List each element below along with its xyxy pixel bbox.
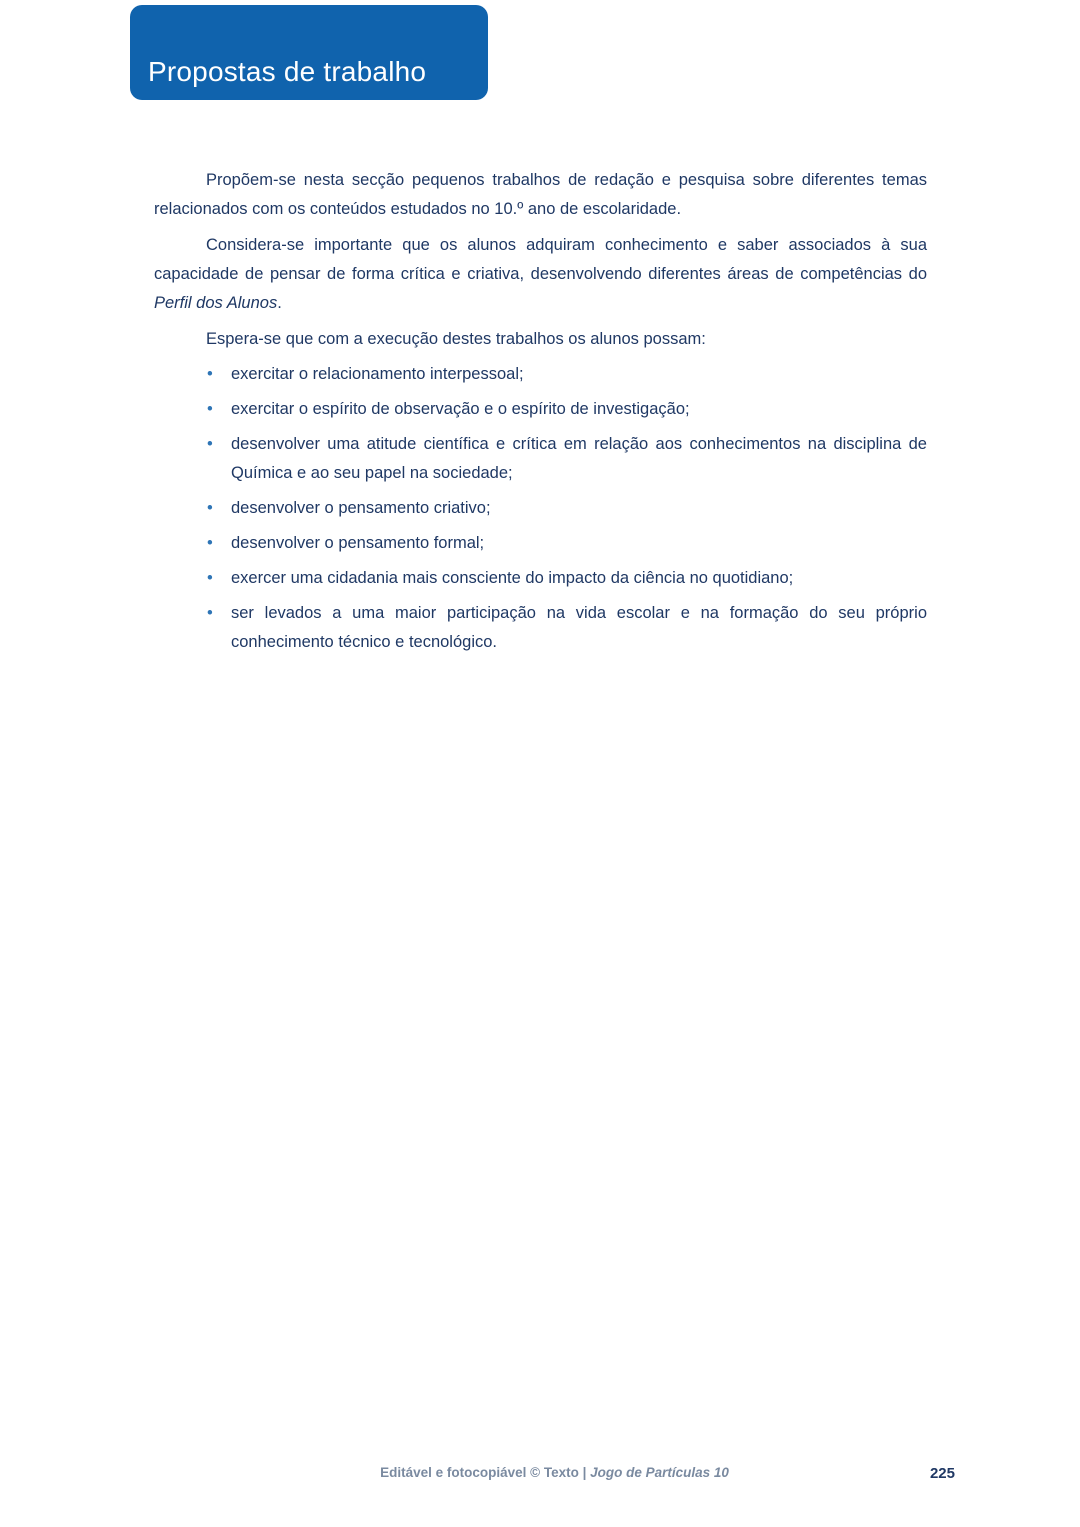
list-item-text: exercer uma cidadania mais consciente do impacto da ciência no quotidiano;	[231, 569, 794, 587]
bullet-icon: •	[207, 435, 213, 453]
paragraph-considerations	[154, 231, 927, 318]
list-item	[207, 360, 927, 389]
section-header-badge	[130, 5, 488, 100]
page-title: Propostas de trabalho	[148, 56, 427, 87]
book-reference-italic: Perfil dos Alunos	[154, 294, 278, 312]
paragraph-lead-in	[154, 325, 927, 354]
page-number: 225	[929, 1465, 955, 1482]
footer-credit-text: Editável e fotocopiável © Texto |	[380, 1465, 591, 1480]
list-item	[207, 395, 927, 424]
bullet-icon: •	[207, 534, 213, 552]
list-item-text: desenvolver o pensamento criativo;	[231, 499, 491, 517]
list-item-text: desenvolver o pensamento formal;	[231, 534, 485, 552]
list-item-text: ser levados a uma maior participação na vida escolar e na formação do seu próprio conhecimento técnico e tecnológico.	[231, 604, 927, 651]
list-item-text: exercitar o espírito de observação e o espírito de investigação;	[231, 400, 690, 418]
list-item	[207, 599, 927, 657]
list-item-text: exercitar o relacionamento interpessoal;	[231, 365, 524, 383]
bullet-icon: •	[207, 604, 213, 622]
footer-credit	[154, 1465, 955, 1480]
list-item	[207, 529, 927, 558]
objectives-list	[154, 360, 927, 657]
footer-book-title: Jogo de Partículas 10	[590, 1465, 729, 1480]
list-item	[207, 564, 927, 593]
paragraph-lead-in-text: Espera-se que com a execução destes trabalhos os alunos possam:	[206, 330, 706, 348]
page-footer	[154, 1465, 955, 1485]
list-item	[207, 430, 927, 488]
bullet-icon: •	[207, 499, 213, 517]
paragraph-considerations-text: Considera-se importante que os alunos adquiram conhecimento e saber associados à sua capacidade de pensar de forma crítica e criativa, desenvolvendo diferentes áreas de competências do	[154, 236, 927, 283]
bullet-icon: •	[207, 400, 213, 418]
paragraph-considerations-end: .	[277, 294, 282, 312]
body-content	[154, 166, 927, 663]
paragraph-intro-text: Propõem-se nesta secção pequenos trabalhos de redação e pesquisa sobre diferentes temas relacionados com os conteúdos estudados no 10.º ano de escolaridade.	[154, 171, 927, 218]
paragraph-intro	[154, 166, 927, 224]
list-item	[207, 494, 927, 523]
bullet-icon: •	[207, 365, 213, 383]
list-item-text: desenvolver uma atitude científica e crítica em relação aos conhecimentos na disciplina de Química e ao seu papel na sociedade;	[231, 435, 927, 482]
bullet-icon: •	[207, 569, 213, 587]
